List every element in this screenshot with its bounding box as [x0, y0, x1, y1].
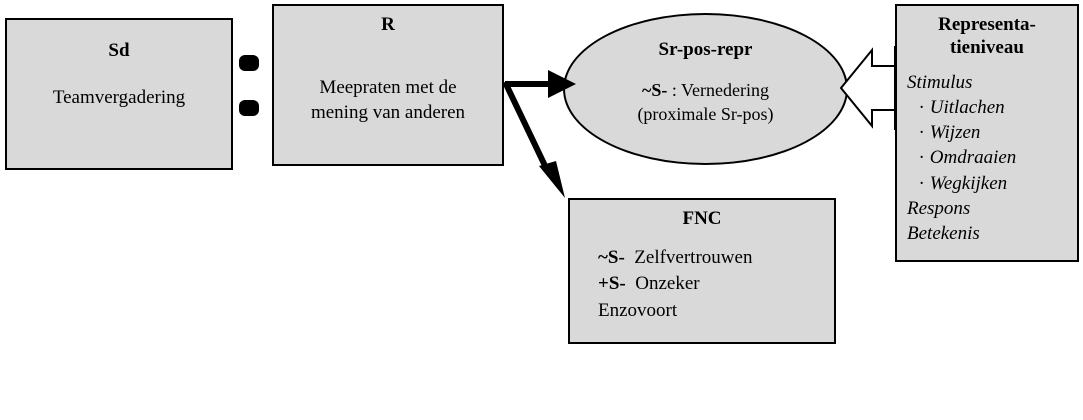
repr-item-uitlachen-label: Uitlachen: [929, 96, 1005, 118]
ellipse-body: [565, 78, 846, 127]
sd-box-body: Teamvergadering: [52, 86, 186, 108]
repr-item-stimulus: Stimulus: [907, 71, 973, 93]
fnc-line-3: [598, 298, 834, 325]
ellipse-title: Sr-pos-repr: [658, 39, 753, 60]
fnc-line-2: [598, 271, 834, 298]
repr-item-wijzen-label: Wijzen: [929, 122, 981, 144]
fnc-line-3-label: Enzovoort: [598, 299, 678, 321]
bullet-icon: ·: [919, 122, 924, 144]
repr-box-list: [907, 70, 1067, 247]
representatieniveau-box: [895, 4, 1079, 262]
fnc-line-1-label: Zelfvertrouwen: [634, 246, 753, 268]
repr-item-betekenis: Betekenis: [907, 223, 980, 245]
repr-item-wijzen: [907, 120, 1067, 145]
ellipse-body-text: : Vernedering: [667, 79, 769, 100]
sd-box: [5, 18, 233, 170]
repr-item-wegkijken-label: Wegkijken: [929, 172, 1008, 194]
fnc-box: [568, 198, 836, 344]
connector-dot-bottom-icon: [239, 100, 259, 116]
connector-dot-top-icon: [239, 55, 259, 71]
bullet-icon: ·: [919, 96, 924, 118]
r-box-body-line1: Meepraten met de: [319, 76, 457, 98]
fnc-line-1: [598, 245, 834, 272]
arrow-representatieniveau-to-ellipse: [841, 46, 895, 130]
repr-item-omdraaien: [907, 145, 1067, 170]
r-box-body-line2: mening van anderen: [310, 102, 466, 124]
repr-box-title-line2: tieniveau: [950, 36, 1024, 58]
fnc-line-2-symbol: +S-: [598, 273, 626, 295]
arrow-r-to-fnc: [505, 82, 565, 198]
r-box: [272, 4, 504, 166]
fnc-line-2-label: Onzeker: [635, 273, 700, 295]
repr-item-respons: Respons: [907, 197, 971, 219]
r-box-body: [274, 75, 502, 126]
sr-pos-repr-ellipse: [563, 13, 848, 165]
ellipse-body-line2: (proximale Sr-pos): [637, 104, 774, 125]
repr-item-wegkijken: [907, 171, 1067, 196]
fnc-box-title: FNC: [682, 208, 722, 229]
ellipse-body-symbol: ~S-: [641, 79, 668, 100]
ellipse-body-line1: [565, 78, 846, 102]
repr-box-title-line1: Representa-: [938, 14, 1036, 35]
repr-box-title: [907, 14, 1067, 60]
repr-item-omdraaien-label: Omdraaien: [929, 147, 1017, 169]
r-box-title: R: [381, 14, 395, 35]
bullet-icon: ·: [919, 147, 924, 169]
bullet-icon: ·: [919, 172, 924, 194]
repr-item-uitlachen: [907, 95, 1067, 120]
sd-box-title: Sd: [108, 40, 130, 61]
fnc-box-lines: [570, 245, 834, 325]
fnc-line-1-symbol: ~S-: [598, 246, 625, 268]
